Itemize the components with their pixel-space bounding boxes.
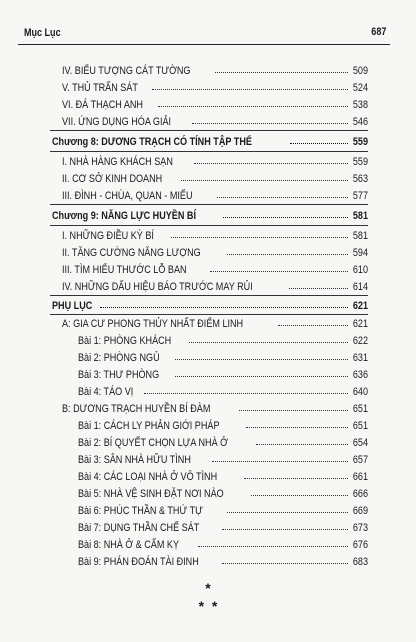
dot-leader <box>278 325 348 326</box>
chapter-heading-8[interactable] <box>52 134 368 150</box>
ornament-star-top: * <box>205 580 211 596</box>
toc-entry[interactable] <box>62 114 368 130</box>
toc-entry-page: 563 <box>352 173 368 185</box>
section-rule <box>50 151 368 152</box>
toc-entry[interactable] <box>78 520 368 536</box>
section-rule <box>50 130 368 131</box>
dot-leader <box>289 288 348 289</box>
toc-entry-page: 524 <box>352 82 368 94</box>
toc-entry-page: 581 <box>352 230 368 242</box>
chapter-heading-label: Chương 9: NĂNG LỰC HUYỀN BÍ <box>52 210 196 222</box>
toc-entry-page: 559 <box>352 156 368 168</box>
dot-leader <box>210 271 348 272</box>
toc-entry-label: III. ĐÌNH - CHÙA, QUAN - MIẾU <box>62 190 193 202</box>
dot-leader <box>181 180 348 181</box>
header-title: Mục Lục <box>24 27 61 39</box>
appendix-heading[interactable] <box>52 298 368 314</box>
toc-entry-label: Bài 2: PHÒNG NGỦ <box>78 352 160 364</box>
toc-entry-label: II. TĂNG CƯỜNG NĂNG LƯỢNG <box>62 247 201 259</box>
dot-leader <box>256 444 348 445</box>
toc-entry[interactable] <box>78 554 368 570</box>
toc-entry-label: A: GIA CƯ PHONG THỦY NHẤT ĐIỂM LINH <box>62 318 244 330</box>
toc-entry[interactable] <box>62 154 368 170</box>
toc-entry-label: Bài 5: NHÀ VỆ SINH ĐẶT NƠI NÀO <box>78 488 224 500</box>
toc-entry-label: I. NHỮNG ĐIỀU KỲ BÍ <box>62 230 154 242</box>
toc-entry[interactable] <box>78 367 368 383</box>
dot-leader <box>222 563 348 564</box>
toc-entry[interactable] <box>78 350 368 366</box>
dot-leader <box>144 393 348 394</box>
chapter-heading-9[interactable] <box>52 208 368 224</box>
toc-entry-page: 673 <box>352 522 368 534</box>
toc-entry-page: 654 <box>352 437 368 449</box>
toc-entry-page: 657 <box>352 454 368 466</box>
toc-entry[interactable] <box>78 486 368 502</box>
dot-leader <box>239 410 348 411</box>
dot-leader <box>194 163 348 164</box>
toc-entry-label: VI. ĐÁ THẠCH ANH <box>62 99 143 111</box>
toc-entry-page: 538 <box>352 99 368 111</box>
toc-entry[interactable] <box>62 171 368 187</box>
toc-entry-page: 636 <box>352 369 368 381</box>
toc-entry-page: 683 <box>352 556 368 568</box>
dot-leader <box>227 254 348 255</box>
dot-leader <box>198 546 348 547</box>
toc-entry[interactable] <box>62 401 368 417</box>
dot-leader <box>215 72 348 73</box>
toc-entry-page: 651 <box>352 420 368 432</box>
toc-entry[interactable] <box>78 435 368 451</box>
toc-entry-label: V. THỦ TRẤN SÁT <box>62 82 138 94</box>
dot-leader <box>251 495 348 496</box>
section-rule <box>50 225 368 226</box>
toc-entry[interactable] <box>78 537 368 553</box>
toc-entry-page: 651 <box>352 403 368 415</box>
toc-entry-page: 577 <box>352 190 368 202</box>
dot-leader <box>175 376 348 377</box>
toc-entry-page: 640 <box>352 386 368 398</box>
toc-entry-label: VII. ỨNG DỤNG HÓA GIẢI <box>62 116 172 128</box>
toc-entry-page: 614 <box>352 281 368 293</box>
toc-entry[interactable] <box>78 333 368 349</box>
toc-entry-label: II. CƠ SỞ KINH DOANH <box>62 173 163 185</box>
toc-entry-label: Bài 1: PHÒNG KHÁCH <box>78 335 172 347</box>
toc-entry-page: 621 <box>352 318 368 330</box>
dot-leader <box>192 123 348 124</box>
toc-entry[interactable] <box>78 384 368 400</box>
header-rule <box>18 44 390 45</box>
toc-entry-label: Bài 9: PHÁN ĐOÁN TÀI ĐINH <box>78 556 199 568</box>
toc-entry-page: 546 <box>352 116 368 128</box>
toc-entry-page: 509 <box>352 65 368 77</box>
toc-entry-label: Bài 3: THƯ PHÒNG <box>78 369 160 381</box>
chapter-heading-page: 559 <box>352 136 368 148</box>
dot-leader <box>100 307 348 308</box>
toc-entry[interactable] <box>78 503 368 519</box>
toc-entry[interactable] <box>62 188 368 204</box>
toc-entry-page: 594 <box>352 247 368 259</box>
section-rule <box>50 204 368 205</box>
toc-entry-label: IV. NHỮNG DẤU HIỆU BÁO TRƯỚC MAY RỦI <box>62 281 253 293</box>
header-page-number: 687 <box>370 26 386 38</box>
dot-leader <box>244 478 348 479</box>
toc-entry-page: 610 <box>352 264 368 276</box>
toc-entry-page: 676 <box>352 539 368 551</box>
appendix-heading-page: 621 <box>352 300 368 312</box>
chapter-heading-page: 581 <box>352 210 368 222</box>
toc-entry-label: III. TÌM HIỂU THƯỚC LỖ BAN <box>62 264 187 276</box>
toc-entry[interactable] <box>62 228 368 244</box>
toc-entry-label: Bài 7: DỤNG THẦN CHẾ SÁT <box>78 522 200 534</box>
toc-entry-label: Bài 1: CÁCH LY PHẢN GIỚI PHÁP <box>78 420 220 432</box>
dot-leader <box>222 529 348 530</box>
section-rule <box>50 295 368 296</box>
dot-leader <box>290 143 348 144</box>
toc-entry[interactable] <box>78 418 368 434</box>
dot-leader <box>223 217 348 218</box>
dot-leader <box>217 197 348 198</box>
toc-entry[interactable] <box>62 97 368 113</box>
toc-entry-label: Bài 4: TÁO VỊ <box>78 386 134 398</box>
appendix-heading-label: PHỤ LỤC <box>52 300 93 312</box>
dot-leader <box>158 106 348 107</box>
dot-leader <box>189 342 348 343</box>
page-header <box>0 0 416 46</box>
toc-entry-page: 661 <box>352 471 368 483</box>
toc-entry[interactable] <box>62 279 368 295</box>
toc-entry[interactable] <box>62 262 368 278</box>
toc-entry-page: 669 <box>352 505 368 517</box>
toc-entry[interactable] <box>62 245 368 261</box>
toc-entry-label: Bài 2: BÍ QUYẾT CHỌN LỰA NHÀ Ở <box>78 437 228 449</box>
toc-entry-label: Bài 3: SÂN NHÀ HỮU TÌNH <box>78 454 191 466</box>
toc-entry-label: B: DƯƠNG TRẠCH HUYỀN BÍ ĐÀM <box>62 403 211 415</box>
toc-entry[interactable] <box>78 469 368 485</box>
dot-leader <box>227 512 348 513</box>
toc-entry-page: 666 <box>352 488 368 500</box>
dot-leader <box>175 359 348 360</box>
toc-entry-label: I. NHÀ HÀNG KHÁCH SẠN <box>62 156 173 168</box>
toc-entry[interactable] <box>78 452 368 468</box>
toc-entry-label: Bài 4: CÁC LOẠI NHÀ Ở VÔ TÌNH <box>78 471 218 483</box>
chapter-heading-label: Chương 8: DƯƠNG TRẠCH CÓ TÍNH TẬP THỂ <box>52 136 252 148</box>
dot-leader <box>171 237 348 238</box>
toc-entry[interactable] <box>62 316 368 332</box>
toc-entry[interactable] <box>62 63 368 79</box>
toc-entry[interactable] <box>62 80 368 96</box>
dot-leader <box>246 427 348 428</box>
ornament-star-bottom: * * <box>198 598 218 614</box>
dot-leader <box>152 89 348 90</box>
section-rule <box>50 314 368 315</box>
toc-entry-label: Bài 8: NHÀ Ở & CẤM KỴ <box>78 539 180 551</box>
dot-leader <box>212 461 348 462</box>
toc-entry-page: 622 <box>352 335 368 347</box>
toc-entry-page: 631 <box>352 352 368 364</box>
toc-entry-label: Bài 6: PHÚC THẦN & THỨ TỰ <box>78 505 203 517</box>
toc-entry-label: IV. BIỂU TƯỢNG CÁT TƯỜNG <box>62 65 191 77</box>
